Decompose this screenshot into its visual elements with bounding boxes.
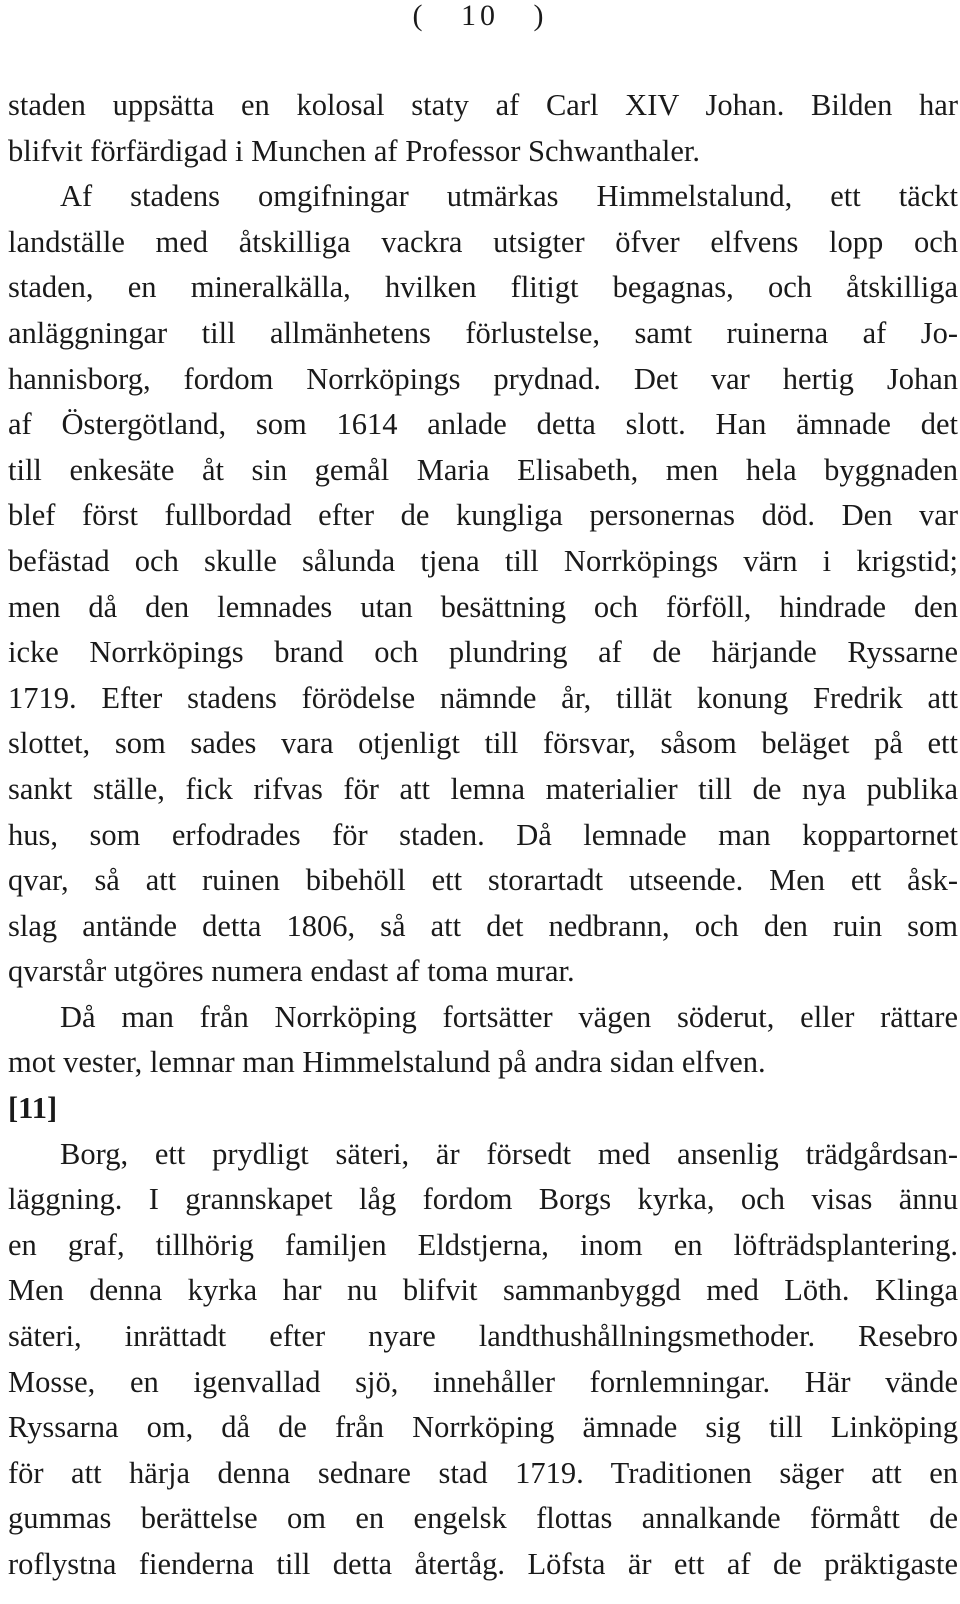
text-line: Ryssarna om, då de från Norrköping ämnade sig till Linköping [8, 1410, 958, 1445]
text-line: hus, som erfodrades för staden. Då lemnade man koppartornet [8, 817, 958, 852]
text-line: blef först fullbordad efter de kungliga personernas död. Den var [8, 498, 958, 533]
text-line: säteri, inrättadt efter nyare landthushållningsmethoder. Resebro [8, 1319, 958, 1354]
text-line: Borg, ett prydligt säteri, är försedt med ansenlig trädgårdsan- [60, 1136, 958, 1171]
text-line: mot vester, lemnar man Himmelstalund på andra sidan elfven. [8, 1045, 766, 1080]
page-number: ( 10 ) [412, 0, 548, 32]
text-line: Men denna kyrka har nu blifvit sammanbyggd med Löth. Klinga [8, 1273, 958, 1308]
text-line: qvar, så att ruinen bibehöll ett storartadt utseende. Men ett åsk- [8, 863, 958, 898]
text-line: men då den lemnades utan besättning och förföll, hindrade den [8, 589, 958, 624]
page-marker: [11] [8, 1091, 58, 1126]
text-line: läggning. I grannskapet låg fordom Borgs kyrka, och visas ännu [8, 1182, 958, 1217]
text-line: hannisborg, fordom Norrköpings prydnad. Det var hertig Johan [8, 361, 958, 396]
body-text [8, 83, 958, 1588]
text-line: blifvit förfärdigad i Munchen af Professor Schwanthaler. [8, 133, 700, 168]
text-line: icke Norrköpings brand och plundring af de härjande Ryssarne [8, 635, 958, 670]
text-line: staden, en mineralkälla, hvilken flitigt begagnas, och åtskilliga [8, 270, 958, 305]
text-line: anläggningar till allmänhetens förlustelse, samt ruinerna af Jo- [8, 315, 958, 350]
text-line: slottet, som sades vara otjenligt till försvar, såsom beläget på ett [8, 726, 958, 761]
text-line: sankt ställe, fick rifvas för att lemna materialier till de nya publika [8, 771, 958, 806]
text-line: gummas berättelse om en engelsk flottas annalkande förmått de [8, 1501, 958, 1536]
text-line: till enkesäte åt sin gemål Maria Elisabeth, men hela byggnaden [8, 452, 958, 487]
text-line: qvarstår utgöres numera endast af toma murar. [8, 954, 575, 989]
text-line: Mosse, en igenvallad sjö, innehåller fornlemningar. Här vände [8, 1364, 958, 1399]
text-line: en graf, tillhörig familjen Eldstjerna, inom en löfträdsplantering. [8, 1227, 958, 1262]
text-line: af Östergötland, som 1614 anlade detta slott. Han ämnade det [8, 407, 958, 442]
text-line: staden uppsätta en kolosal staty af Carl XIV Johan. Bilden har [8, 88, 958, 122]
text-line: landställe med åtskilliga vackra utsigter öfver elfvens lopp och [8, 224, 958, 259]
text-line: befästad och skulle sålunda tjena till Norrköpings värn i krigstid; [8, 543, 958, 578]
text-line: roflystna fienderna till detta återtåg. Löfsta är ett af de präktigaste [8, 1547, 958, 1581]
text-line: Då man från Norrköping fortsätter vägen söderut, eller rättare [60, 999, 958, 1034]
text-line: Af stadens omgifningar utmärkas Himmelstalund, ett täckt [60, 179, 958, 214]
text-line: för att härja denna sednare stad 1719. Traditionen säger att en [8, 1455, 958, 1490]
text-line: 1719. Efter stadens förödelse nämnde år, tillät konung Fredrik att [8, 680, 958, 715]
text-line: slag antände detta 1806, så att det nedbrann, och den ruin som [8, 908, 958, 943]
